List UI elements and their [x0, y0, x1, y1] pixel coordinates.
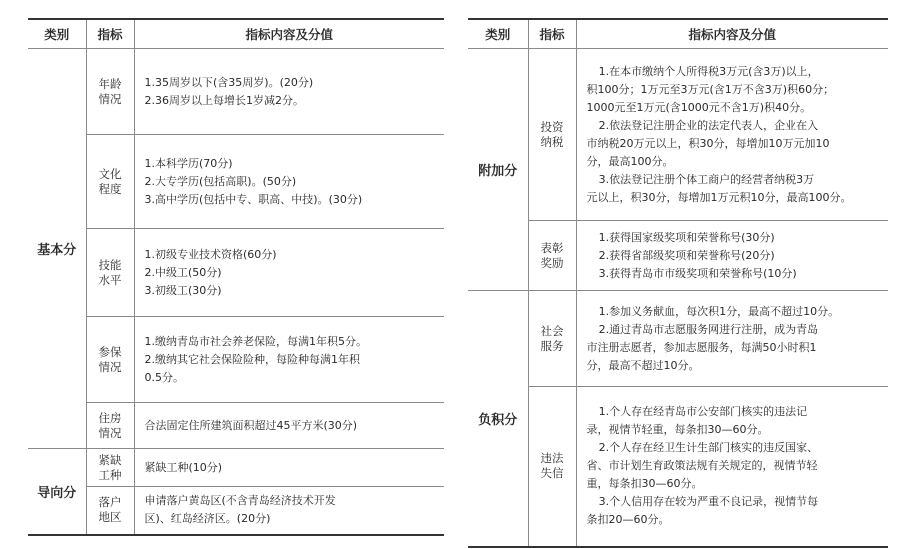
indicator-skill: 技能 水平	[86, 229, 134, 317]
content-age: 1.35周岁以下(含35周岁)。(20分) 2.36周岁以上每增长1岁减2分。	[134, 49, 444, 135]
content-dishonesty: 1.个人存在经青岛市公安部门核实的违法记 录，视情节轻重，每条扣30—60分。 2.个人存在经卫生计生部门核实的违反国家、 省、市计划生育政策法规有关规定的，视情节轻 重，每条扣30—60分。 3.个人信用存在较为严重不良记录，视情节每 条扣20—60分。	[576, 387, 888, 547]
table-row	[28, 49, 444, 135]
right-header-row	[468, 19, 888, 49]
table-row	[28, 229, 444, 317]
table-row	[468, 221, 888, 291]
right-header-indicator: 指标	[528, 19, 576, 49]
content-education: 1.本科学历(70分) 2.大专学历(包括高职)。(50分) 3.高中学历(包括中专、职高、中技)。(30分)	[134, 135, 444, 229]
table-row	[28, 317, 444, 403]
content-awards: 1.获得国家级奖项和荣誉称号(30分) 2.获得省部级奖项和荣誉称号(20分) 3.获得青岛市市级奖项和荣誉称号(10分)	[576, 221, 888, 291]
table-row	[28, 403, 444, 449]
left-header-indicator: 指标	[86, 19, 134, 49]
table-row	[28, 135, 444, 229]
category-basic: 基本分	[28, 49, 86, 449]
category-additional: 附加分	[468, 49, 528, 291]
table-row	[468, 387, 888, 547]
table-row	[468, 49, 888, 221]
indicator-dishonesty: 违法 失信	[528, 387, 576, 547]
content-housing: 合法固定住所建筑面积超过45平方米(30分)	[134, 403, 444, 449]
indicator-awards: 表彰 奖励	[528, 221, 576, 291]
content-service: 1.参加义务献血，每次积1分，最高不超过10分。 2.通过青岛市志愿服务网进行注册，成为青岛 市注册志愿者，参加志愿服务，每满50小时积1 分，最高不超过10分。	[576, 291, 888, 387]
content-skill: 1.初级专业技术资格(60分) 2.中级工(50分) 3.初级工(30分)	[134, 229, 444, 317]
left-table	[28, 18, 444, 536]
right-header-category: 类别	[468, 19, 528, 49]
right-header-content: 指标内容及分值	[576, 19, 888, 49]
indicator-insurance: 参保 情况	[86, 317, 134, 403]
content-insurance: 1.缴纳青岛市社会养老保险，每满1年积5分。 2.缴纳其它社会保险险种，每险种每满1年积 0.5分。	[134, 317, 444, 403]
indicator-age: 年龄 情况	[86, 49, 134, 135]
indicator-service: 社会 服务	[528, 291, 576, 387]
left-header-category: 类别	[28, 19, 86, 49]
content-investment: 1.在本市缴纳个人所得税3万元(含3万)以上， 积100分；1万元至3万元(含1万不含3万)积60分； 1000元至1万元(含1000元不含1万)积40分。 2.依法登记注册企业的法定代表人，企业在入 市纳税20万元以上，积30分，每增加10万元加10 分，最高100分。 3.依法登记注册个体工商户的经营者纳税3万 元以上，积30分，每增加1万元积10分，最高100分。	[576, 49, 888, 221]
left-header-row	[28, 19, 444, 49]
indicator-shortage: 紧缺 工种	[86, 449, 134, 487]
category-guidance: 导向分	[28, 449, 86, 535]
content-region: 申请落户黄岛区(不含青岛经济技术开发 区)、红岛经济区。(20分)	[134, 487, 444, 535]
content-shortage: 紧缺工种(10分)	[134, 449, 444, 487]
table-row	[28, 487, 444, 535]
indicator-housing: 住房 情况	[86, 403, 134, 449]
indicator-education: 文化 程度	[86, 135, 134, 229]
right-table	[468, 18, 888, 548]
left-header-content: 指标内容及分值	[134, 19, 444, 49]
category-negative: 负积分	[468, 291, 528, 547]
table-row	[28, 449, 444, 487]
table-row	[468, 291, 888, 387]
indicator-region: 落户 地区	[86, 487, 134, 535]
indicator-investment: 投资 纳税	[528, 49, 576, 221]
